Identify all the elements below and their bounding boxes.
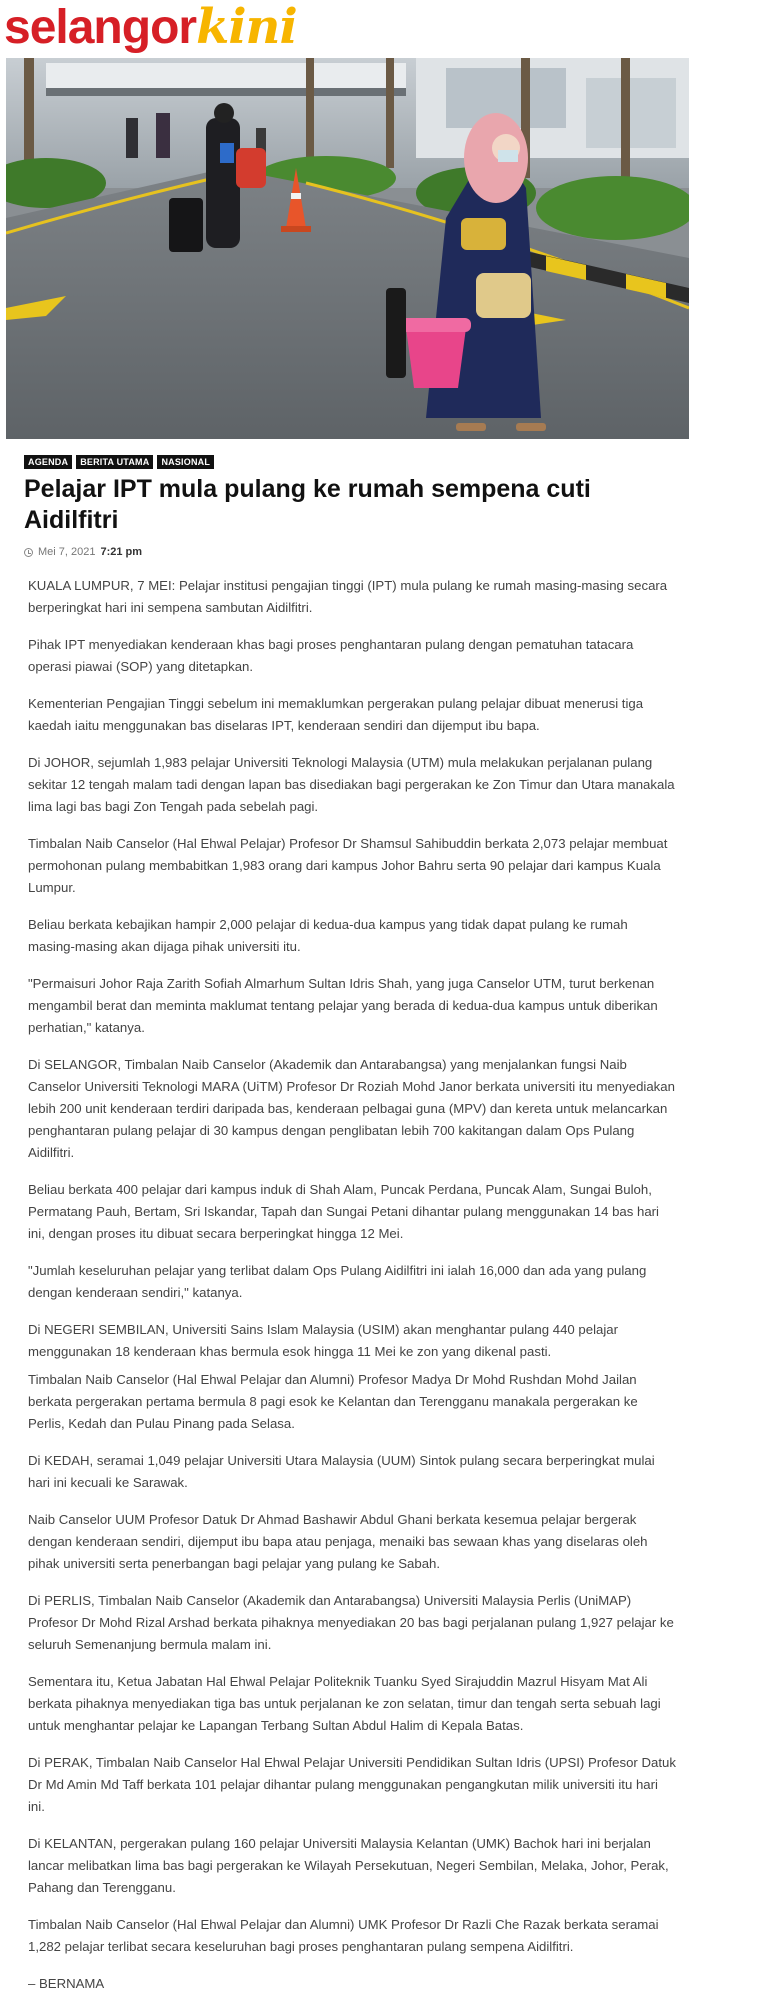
article-title: Pelajar IPT mula pulang ke rumah sempena cuti Aidilfitri xyxy=(24,475,591,534)
article-paragraph: Naib Canselor UUM Profesor Datuk Dr Ahmad Bashawir Abdul Ghani berkata kesemua pelajar bergerak dengan kenderaan sendiri, dijemput ibu bapa atau penjaga, menaiki bas sewaan khas yang diselaras oleh pihak universiti serta penerbangan bagi pelajar yang pulang ke Sabah. xyxy=(28,1512,648,1571)
article-paragraph: Pihak IPT menyediakan kenderaan khas bagi proses penghantaran pulang dengan pematuhan tatacara operasi piawai (SOP) yang ditetapkan. xyxy=(28,637,634,674)
tag-berita-utama[interactable]: BERITA UTAMA xyxy=(76,455,153,469)
article-date: Mei 7, 2021 xyxy=(38,546,96,558)
category-tags xyxy=(24,455,214,469)
article-meta xyxy=(24,546,142,558)
article-paragraph: Beliau berkata kebajikan hampir 2,000 pelajar di kedua-dua kampus yang tidak dapat pulang ke rumah masing-masing akan dijaga pihak universiti itu. xyxy=(28,917,628,954)
article-paragraph: Timbalan Naib Canselor (Hal Ehwal Pelajar) Profesor Dr Shamsul Sahibuddin berkata 2,073 pelajar membuat permohonan pulang membabitkan 1,983 orang dari kampus Johor Bahru serta 90 pelajar dari kampus Kuala Lumpur. xyxy=(28,836,668,895)
article-paragraph: KUALA LUMPUR, 7 MEI: Pelajar institusi pengajian tinggi (IPT) mula pulang ke rumah masing-masing secara berperingkat hari ini sempena sambutan Aidilfitri. xyxy=(28,578,668,615)
clock-icon xyxy=(24,548,33,557)
article-paragraph: Di PERAK, Timbalan Naib Canselor Hal Ehwal Pelajar Universiti Pendidikan Sultan Idris (UPSI) Profesor Datuk Dr Md Amin Md Taff berkata 101 pelajar dihantar pulang menggunakan pengangkutan milik universiti itu hari ini. xyxy=(28,1755,676,1814)
hero-image xyxy=(6,58,689,439)
article-paragraph: Beliau berkata 400 pelajar dari kampus induk di Shah Alam, Puncak Perdana, Puncak Alam, Sungai Buloh, Permatang Pauh, Bertam, Sri Iskandar, Tapah dan Sungai Petani dihantar pulang menggunakan 14 bas hari ini, dengan proses itu dibuat secara berperingkat hingga 12 Mei. xyxy=(28,1182,659,1241)
article-paragraph: Di NEGERI SEMBILAN, Universiti Sains Islam Malaysia (USIM) akan menghantar pulang 440 pelajar menggunakan 18 kenderaan khas bermula esok hingga 11 Mei ke zon yang dikenal pasti. xyxy=(28,1322,619,1359)
article-paragraph: "Permaisuri Johor Raja Zarith Sofiah Almarhum Sultan Idris Shah, yang juga Canselor UTM, turut berkenan mengambil berat dan meminta maklumat tentang pelajar yang berada di kedua-dua kampus untuk diberikan perhatian," katanya. xyxy=(28,976,658,1035)
article-paragraph: Sementara itu, Ketua Jabatan Hal Ehwal Pelajar Politeknik Tuanku Syed Sirajuddin Mazrul Hisyam Mat Ali berkata pihaknya menyediakan tiga bas untuk perjalanan ke zon selatan, timur dan tengah serta sebuah lagi untuk menghantar pelajar ke Lapangan Terbang Sultan Abdul Halim di Kepala Batas. xyxy=(28,1674,661,1733)
article-paragraph: Di JOHOR, sejumlah 1,983 pelajar Universiti Teknologi Malaysia (UTM) mula melakukan perjalanan pulang sekitar 12 tengah malam tadi dengan lapan bas disediakan bagi pergerakan ke Zon Timur dan Utara manakala lima lagi bas bagi Zon Tengah pada sebelah pagi. xyxy=(28,755,675,814)
article-source: – BERNAMA xyxy=(28,1976,105,1991)
article-paragraph: Di PERLIS, Timbalan Naib Canselor (Akademik dan Antarabangsa) Universiti Malaysia Perlis (UniMAP) Profesor Dr Mohd Rizal Arshad berkata pihaknya menyediakan 20 bas bagi perjalanan pulang 1,927 pelajar ke seluruh Semenanjung bermula malam ini. xyxy=(28,1593,674,1652)
article-paragraph: Di KEDAH, seramai 1,049 pelajar Universiti Utara Malaysia (UUM) Sintok pulang secara berperingkat mulai hari ini kecuali ke Sarawak. xyxy=(28,1453,655,1490)
article-time: 7:21 pm xyxy=(100,546,143,558)
article-paragraph: Timbalan Naib Canselor (Hal Ehwal Pelajar dan Alumni) Profesor Madya Dr Mohd Rushdan Mohd Jailan berkata pergerakan pertama bermula 8 pagi esok ke Kelantan dan Terengganu manakala pergerakan ke Perlis, Kedah dan Pulau Pinang pada Selasa. xyxy=(28,1372,638,1431)
article-paragraph: Timbalan Naib Canselor (Hal Ehwal Pelajar dan Alumni) UMK Profesor Dr Razli Che Razak berkata seramai 1,282 pelajar terlibat secara keseluruhan bagi proses penghantaran pulang sempena Aidilfitri. xyxy=(28,1917,659,1954)
article-paragraph: Kementerian Pengajian Tinggi sebelum ini memaklumkan pergerakan pulang pelajar dibuat menerusi tiga kaedah iaitu menggunakan bas diselaras IPT, kenderaan sendiri dan dijemput ibu bapa. xyxy=(28,696,644,733)
hero-photo-illustration xyxy=(6,58,689,439)
tag-nasional[interactable]: NASIONAL xyxy=(157,455,214,469)
article-paragraph: Di KELANTAN, pergerakan pulang 160 pelajar Universiti Malaysia Kelantan (UMK) Bachok hari ini berjalan lancar melibatkan lima bas bagi pergerakan ke Wilayah Persekutuan, Negeri Sembilan, Melaka, Johor, Perak, Pahang dan Terengganu. xyxy=(28,1836,669,1895)
article-paragraph: Di SELANGOR, Timbalan Naib Canselor (Akademik dan Antarabangsa) yang menjalankan fungsi Naib Canselor Universiti Teknologi MARA (UiTM) Profesor Dr Roziah Mohd Janor berkata universiti itu menyediakan lebih 200 unit kenderaan terdiri daripada bas, kenderaan pelbagai guna (MPV) dan kereta untuk melancarkan penghantaran pulang pelajar di 30 kampus dengan penglibatan lebih 700 kakitangan dalam Ops Pulang Aidilfitri. xyxy=(28,1057,675,1160)
article-body xyxy=(28,575,676,2010)
tag-agenda[interactable]: AGENDA xyxy=(24,455,72,469)
site-logo[interactable] xyxy=(4,0,297,55)
logo-text-selangor: selangor xyxy=(4,1,197,54)
article-paragraph: "Jumlah keseluruhan pelajar yang terlibat dalam Ops Pulang Aidilfitri ini ialah 16,000 dan ada yang pulang dengan kenderaan sendiri," katanya. xyxy=(28,1263,647,1300)
logo-text-kini: kini xyxy=(196,0,297,55)
